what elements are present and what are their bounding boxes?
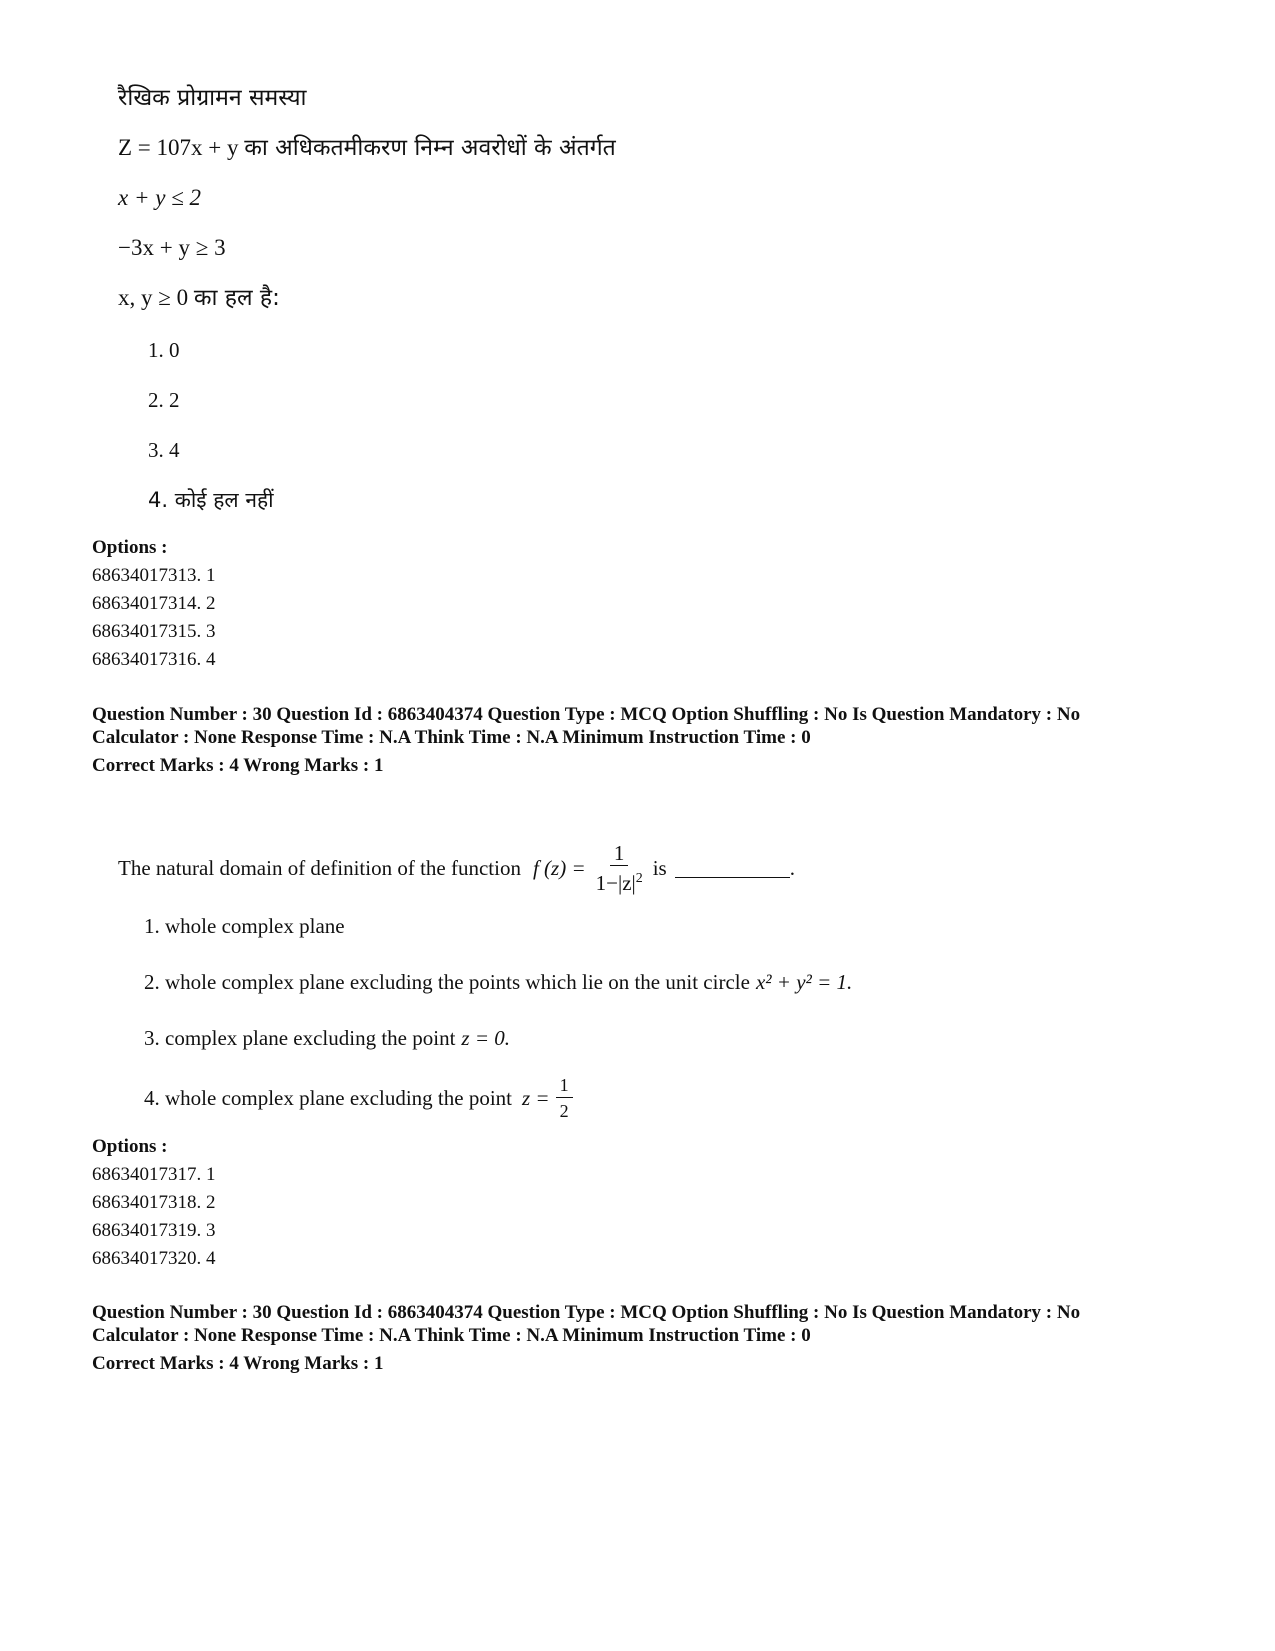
q2-func-lhs: f (z) = bbox=[532, 855, 586, 880]
q2-stem-after: is bbox=[652, 855, 667, 880]
q2-stem bbox=[118, 838, 852, 898]
q2-choice-3 bbox=[144, 1010, 852, 1066]
q2-func-num: 1 bbox=[610, 841, 629, 866]
q2-func-den-exp: 2 bbox=[635, 870, 643, 886]
answer-blank bbox=[675, 859, 790, 878]
option-item: 68634017318. 2 bbox=[92, 1192, 216, 1213]
q2-choice-3-math: z = 0. bbox=[461, 1026, 511, 1050]
q1-constraint-3 bbox=[118, 282, 1275, 332]
meta-line-2: Calculator : None Response Time : N.A Think Time : N.A Minimum Instruction Time : 0 bbox=[92, 727, 811, 748]
meta-line-1: Question Number : 30 Question Id : 6863404374 Question Type : MCQ Option Shuffling : No Is Question Mandatory : No bbox=[92, 704, 1081, 725]
q2-choices bbox=[144, 898, 852, 1130]
question-2-content bbox=[118, 838, 852, 1130]
meta-marks: Correct Marks : 4 Wrong Marks : 1 bbox=[92, 755, 384, 776]
q1-choices bbox=[148, 334, 1275, 534]
option-item: 68634017315. 3 bbox=[92, 621, 216, 642]
q2-choice-4-den: 2 bbox=[559, 1100, 569, 1121]
option-item: 68634017313. 1 bbox=[92, 565, 216, 586]
q1-objective-text: का अधिकतमीकरण निम्न अवरोधों के अंतर्गत bbox=[244, 135, 616, 161]
q1-title: रैखिक प्रोग्रामन समस्या bbox=[118, 85, 307, 111]
q2-func-den bbox=[592, 866, 647, 896]
meta-line-1: Question Number : 30 Question Id : 6863404374 Question Type : MCQ Option Shuffling : No Is Question Mandatory : No bbox=[92, 1302, 1081, 1323]
q2-choice-4 bbox=[144, 1066, 852, 1130]
options-label: Options : bbox=[92, 537, 168, 558]
question-meta-1 bbox=[92, 703, 1212, 777]
option-item: 68634017320. 4 bbox=[92, 1248, 216, 1269]
q1-constraint-3-text: का हल है: bbox=[193, 285, 280, 311]
meta-line-2: Calculator : None Response Time : N.A Think Time : N.A Minimum Instruction Time : 0 bbox=[92, 1325, 811, 1346]
q2-stem-end: . bbox=[789, 855, 795, 880]
q2-choice-3-text: 3. complex plane excluding the point bbox=[144, 1026, 456, 1050]
q2-choice-2-text: 2. whole complex plane excluding the points which lie on the unit circle bbox=[144, 970, 750, 994]
q1-choice: 2. 2 bbox=[148, 388, 180, 412]
option-item: 68634017317. 1 bbox=[92, 1164, 216, 1185]
q2-choice-1: 1. whole complex plane bbox=[144, 914, 345, 938]
q1-constraint-3-math: x, y ≥ 0 bbox=[118, 285, 189, 310]
q2-stem-text: The natural domain of definition of the function bbox=[118, 855, 521, 880]
options-label: Options : bbox=[92, 1136, 168, 1157]
q1-choice: 3. 4 bbox=[148, 438, 180, 462]
option-item: 68634017314. 2 bbox=[92, 593, 216, 614]
question-meta-2 bbox=[92, 1301, 1212, 1375]
q2-func-den-text: 1−|z| bbox=[595, 870, 636, 895]
meta-marks: Correct Marks : 4 Wrong Marks : 1 bbox=[92, 1353, 384, 1374]
q2-choice-2 bbox=[144, 954, 852, 1010]
q2-choice-4-lhs: z = bbox=[522, 1086, 550, 1110]
q1-constraint-1: x + y ≤ 2 bbox=[118, 185, 202, 210]
option-item: 68634017319. 3 bbox=[92, 1220, 216, 1241]
q1-objective bbox=[118, 132, 1275, 182]
q1-choice: 1. 0 bbox=[148, 338, 180, 362]
q2-choice-4-fraction bbox=[556, 1073, 573, 1124]
options-list-2 bbox=[92, 1133, 216, 1273]
q2-choice-4-text: 4. whole complex plane excluding the point bbox=[144, 1086, 512, 1110]
q2-choice-2-math: x² + y² = 1. bbox=[755, 970, 853, 994]
question-1-content bbox=[118, 82, 1275, 534]
q2-func-fraction bbox=[592, 841, 647, 896]
option-item: 68634017316. 4 bbox=[92, 649, 216, 670]
options-list-1 bbox=[92, 534, 216, 674]
q1-constraint-2: −3x + y ≥ 3 bbox=[118, 235, 226, 260]
q2-choice-4-num: 1 bbox=[556, 1073, 573, 1098]
q1-objective-math: Z = 107x + y bbox=[118, 135, 239, 160]
q1-choice: 4. कोई हल नहीं bbox=[148, 488, 274, 512]
